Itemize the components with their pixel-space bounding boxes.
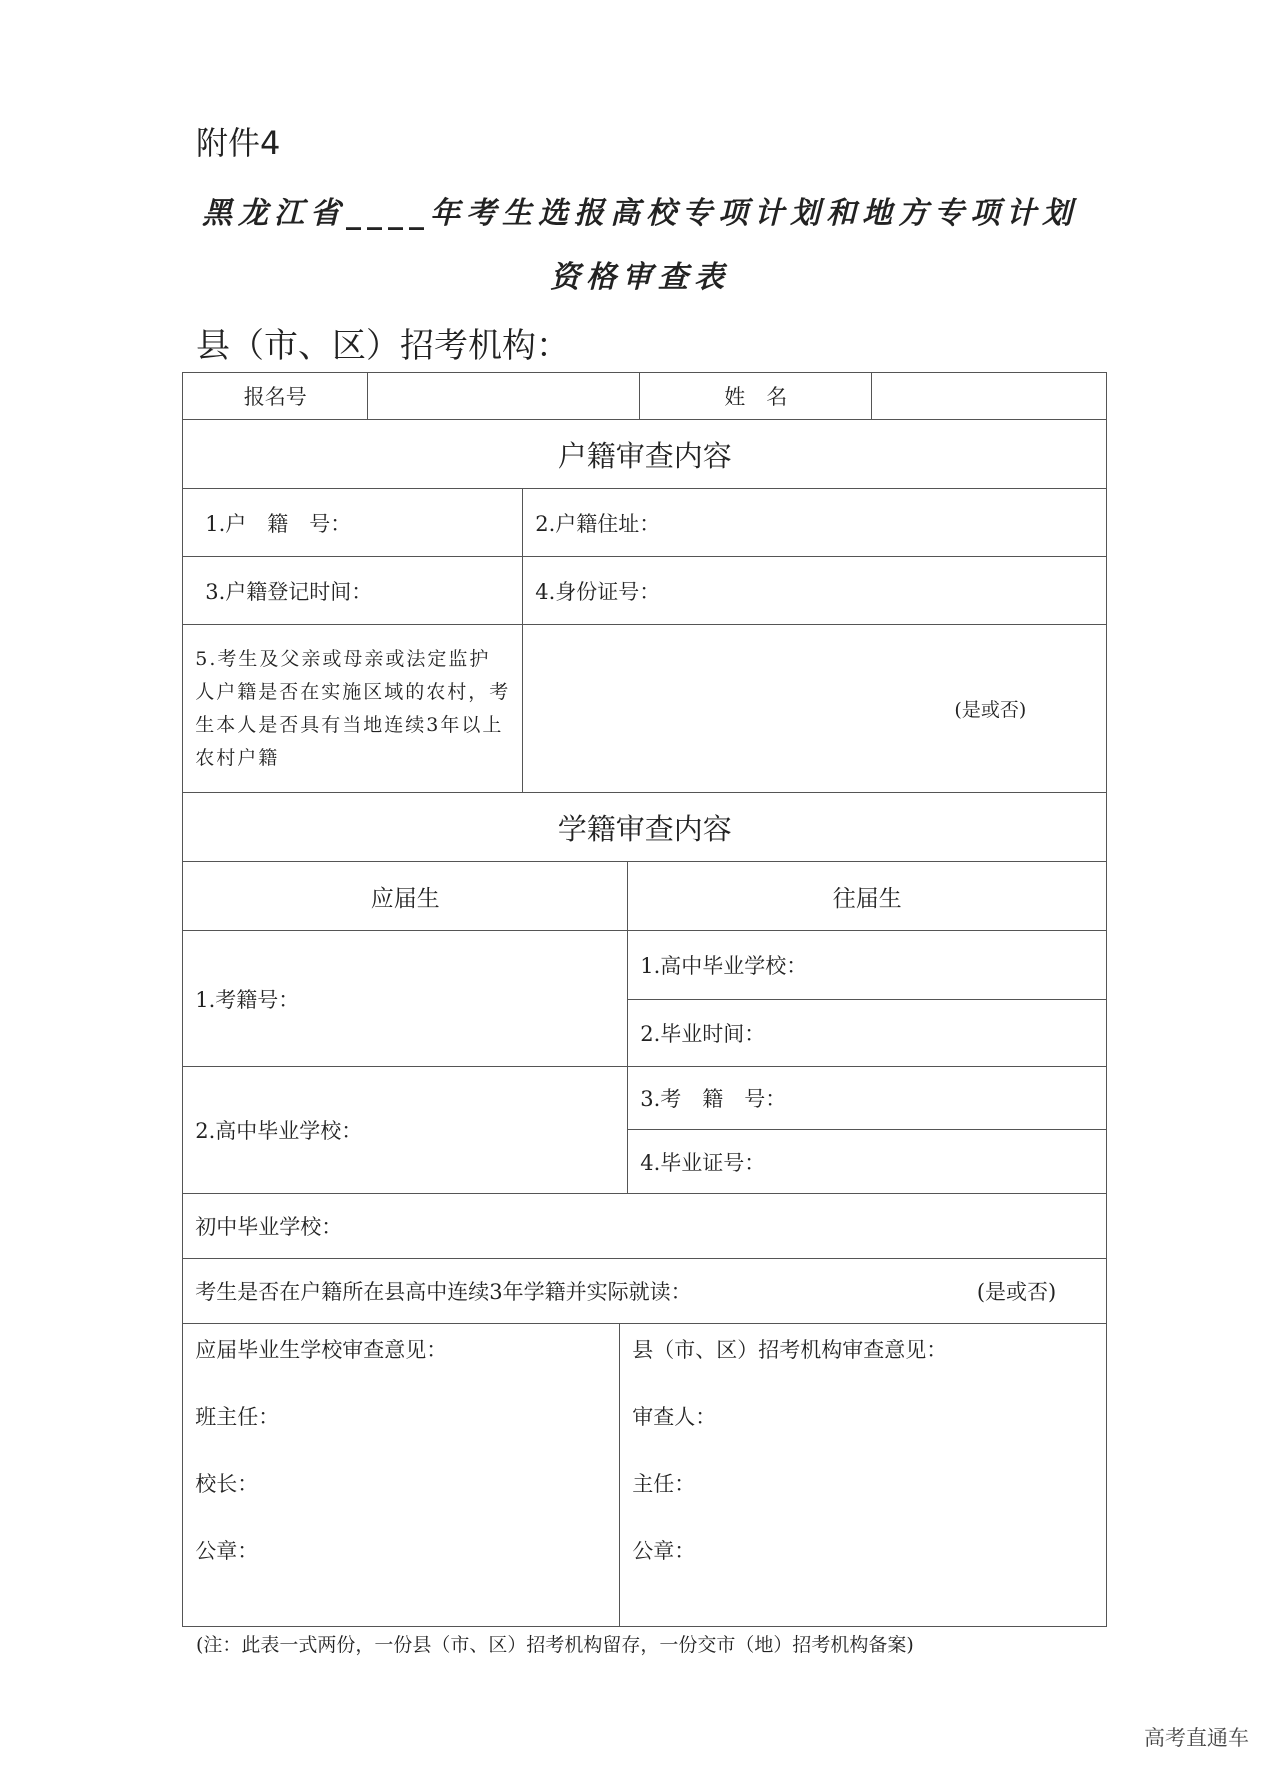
current-high-school[interactable]: 2.高中毕业学校： — [182, 1066, 628, 1194]
current-exam-no[interactable]: 1.考籍号： — [182, 930, 628, 1067]
school-seal-label: 公章： — [195, 1539, 259, 1564]
household-reg-time[interactable]: 3.户籍登记时间： — [182, 556, 523, 625]
school-review-title: 应届毕业生学校审查意见： — [195, 1338, 448, 1363]
footnote: (注：此表一式两份，一份县（市、区）招考机构留存，一份交市（地）招考机构备案) — [196, 1634, 914, 1656]
rural-household-answer[interactable]: (是或否) — [522, 624, 1107, 793]
director-label: 主任： — [632, 1472, 696, 1497]
continuous-enrollment-row — [182, 1258, 1107, 1324]
school-review-section[interactable] — [182, 1323, 620, 1627]
name-label: 姓 名 — [639, 372, 872, 420]
id-number[interactable]: 4.身份证号： — [522, 556, 1107, 625]
org-review-title: 县（市、区）招考机构审查意见： — [632, 1338, 948, 1363]
head-teacher-label: 班主任： — [195, 1405, 280, 1430]
form-subtitle: 资格审查表 — [550, 260, 730, 295]
reg-no-label: 报名号 — [182, 372, 368, 420]
household-number[interactable]: 1.户 籍 号： — [182, 488, 523, 557]
past-high-school[interactable]: 1.高中毕业学校： — [627, 930, 1107, 1000]
junior-high-school[interactable]: 初中毕业学校： — [182, 1193, 1107, 1259]
attachment-label: 附件4 — [196, 124, 281, 162]
past-diploma-no[interactable]: 4.毕业证号： — [627, 1129, 1107, 1194]
current-grad-header: 应届生 — [182, 861, 628, 931]
watermark: 高考直通车 — [1144, 1726, 1249, 1750]
principal-label: 校长： — [195, 1472, 259, 1497]
org-review-section[interactable] — [619, 1323, 1107, 1627]
past-grad-header: 往届生 — [627, 861, 1107, 931]
continuous-enrollment-question: 考生是否在户籍所在县高中连续3年学籍并实际就读： — [195, 1280, 692, 1305]
household-address[interactable]: 2.户籍住址： — [522, 488, 1107, 557]
rural-household-question: 5.考生及父亲或母亲或法定监护人户籍是否在实施区域的农村，考生本人是否具有当地连续3年以上农村户籍 — [182, 624, 523, 793]
form-title: 黑龙江省____年考生选报高校专项计划和地方专项计划 — [202, 196, 1078, 231]
school-header: 学籍审查内容 — [182, 792, 1107, 862]
past-grad-time[interactable]: 2.毕业时间： — [627, 999, 1107, 1067]
name-field[interactable] — [871, 372, 1107, 420]
reviewer-label: 审查人： — [632, 1405, 717, 1430]
continuous-enrollment-answer[interactable]: (是或否) — [976, 1280, 1057, 1305]
reg-no-field[interactable] — [367, 372, 640, 420]
org-seal-label: 公章： — [632, 1539, 696, 1564]
past-exam-no[interactable]: 3.考 籍 号： — [627, 1066, 1107, 1130]
org-label: 县（市、区）招考机构： — [196, 326, 570, 366]
household-header: 户籍审查内容 — [182, 419, 1107, 489]
